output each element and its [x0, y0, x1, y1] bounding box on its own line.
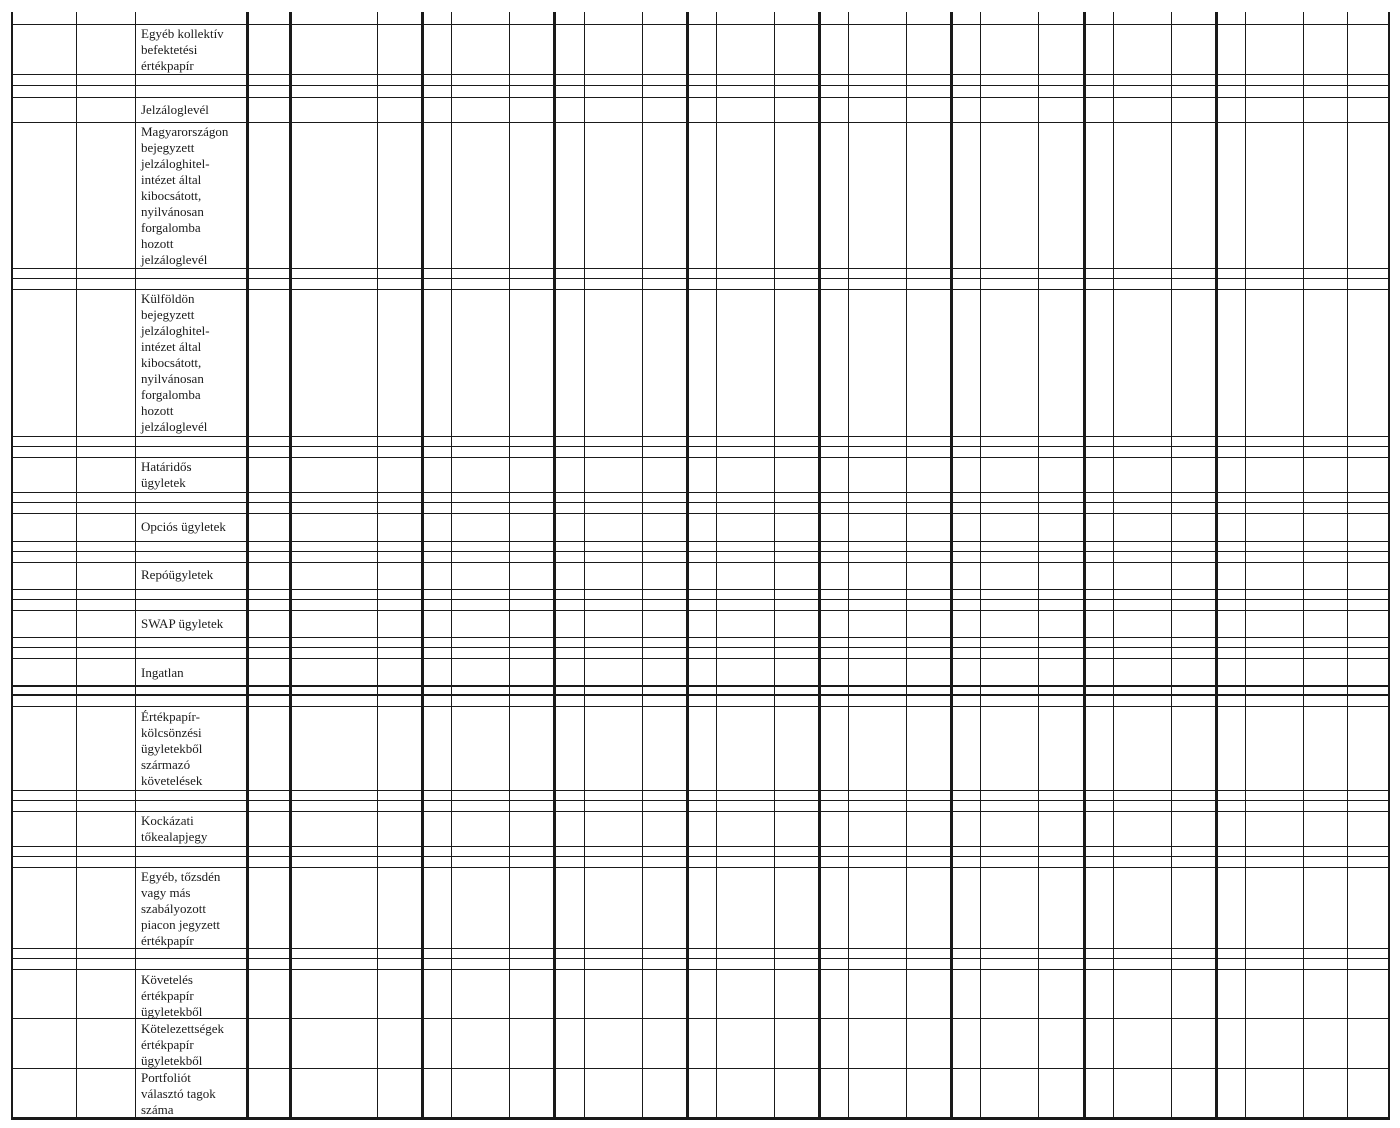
- column-divider: [1083, 12, 1086, 1120]
- row-divider: [11, 24, 1390, 25]
- row-divider: [11, 289, 1390, 290]
- row-label-hataridos-ugyletek: Határidős ügyletek: [141, 459, 192, 490]
- column-divider: [848, 12, 849, 1120]
- row-label-swap-ugyletek: SWAP ügyletek: [141, 616, 224, 631]
- row-divider: [11, 589, 1390, 590]
- column-divider: [246, 12, 249, 1120]
- row-label-egyeb-kollektiv: Egyéb kollektív befektetési értékpapír: [141, 26, 224, 73]
- row-label-ertekpapir-kolcsonzes: Értékpapír- kölcsönzési ügyletekből származó követelések: [141, 709, 203, 788]
- column-divider: [1388, 12, 1390, 1120]
- column-divider: [818, 12, 821, 1120]
- column-divider: [642, 12, 643, 1120]
- row-divider: [11, 811, 1390, 812]
- row-label-kulfoldi-jelzaloglevel: Külföldön bejegyzett jelzáloghitel- intézet által kibocsátott, nyilvánosan forgalomba hozott jelzáloglevél: [141, 291, 210, 434]
- row-label-magyar-jelzaloglevel: Magyarországon bejegyzett jelzáloghitel- intézet által kibocsátott, nyilvánosan forgalomba hozott jelzáloglevél: [141, 124, 229, 267]
- row-divider: [11, 694, 1390, 696]
- row-divider: [11, 562, 1390, 563]
- column-divider: [11, 12, 13, 1120]
- row-divider: [11, 436, 1390, 437]
- column-divider: [1245, 12, 1246, 1120]
- column-divider: [553, 12, 556, 1120]
- row-divider: [11, 867, 1390, 868]
- row-label-egyeb-tozsdei-ertekpapir: Egyéb, tőzsdén vagy más szabályozott piacon jegyzett értékpapír: [141, 869, 221, 948]
- column-divider: [76, 12, 77, 1120]
- row-divider: [11, 122, 1390, 123]
- row-divider: [11, 74, 1390, 75]
- row-divider: [11, 685, 1390, 687]
- row-label-ingatlan: Ingatlan: [141, 665, 184, 680]
- column-divider: [421, 12, 424, 1120]
- column-divider: [1215, 12, 1218, 1120]
- column-divider: [686, 12, 689, 1120]
- row-divider: [11, 551, 1390, 552]
- row-divider: [11, 278, 1390, 279]
- row-label-portfoliot-valaszto-tagok: Portfoliót választó tagok száma: [141, 1070, 216, 1117]
- column-divider: [950, 12, 953, 1120]
- row-divider: [11, 846, 1390, 847]
- row-divider: [11, 85, 1390, 86]
- row-divider: [11, 541, 1390, 542]
- row-label-opcios-ugyletek: Opciós ügyletek: [141, 519, 226, 534]
- column-divider: [716, 12, 717, 1120]
- row-divider: [11, 800, 1390, 801]
- row-divider: [11, 706, 1390, 707]
- row-divider: [11, 97, 1390, 98]
- column-divider: [980, 12, 981, 1120]
- column-divider: [1038, 12, 1039, 1120]
- row-divider: [11, 446, 1390, 447]
- row-divider: [11, 457, 1390, 458]
- row-divider: [11, 856, 1390, 857]
- row-divider: [11, 513, 1390, 514]
- column-divider: [1171, 12, 1172, 1120]
- row-divider: [11, 790, 1390, 791]
- column-divider: [135, 12, 136, 1120]
- row-label-kotelezettsegek-ertekpapir: Kötelezettségek értékpapír ügyletekből: [141, 1021, 225, 1068]
- column-divider: [289, 12, 292, 1120]
- row-divider: [11, 268, 1390, 269]
- row-label-koveteles-ertekpapir: Követelés értékpapír ügyletekből: [141, 972, 203, 1019]
- row-divider: [11, 969, 1390, 970]
- column-divider: [1113, 12, 1114, 1120]
- row-label-jelzaloglevel: Jelzáloglevél: [141, 102, 209, 117]
- column-divider: [774, 12, 775, 1120]
- row-divider: [11, 610, 1390, 611]
- column-divider: [451, 12, 452, 1120]
- column-divider: [509, 12, 510, 1120]
- column-divider: [1303, 12, 1304, 1120]
- row-divider: [11, 599, 1390, 600]
- row-divider: [11, 502, 1390, 503]
- row-divider: [11, 492, 1390, 493]
- row-divider: [11, 637, 1390, 638]
- column-divider: [377, 12, 378, 1120]
- row-divider: [11, 647, 1390, 648]
- column-divider: [584, 12, 585, 1120]
- row-label-kockazati-tokealapjegy: Kockázati tőkealapjegy: [141, 813, 208, 844]
- row-divider: [11, 658, 1390, 659]
- row-label-repougyletek: Repóügyletek: [141, 567, 214, 582]
- column-divider: [906, 12, 907, 1120]
- row-divider: [11, 958, 1390, 959]
- column-divider: [1347, 12, 1348, 1120]
